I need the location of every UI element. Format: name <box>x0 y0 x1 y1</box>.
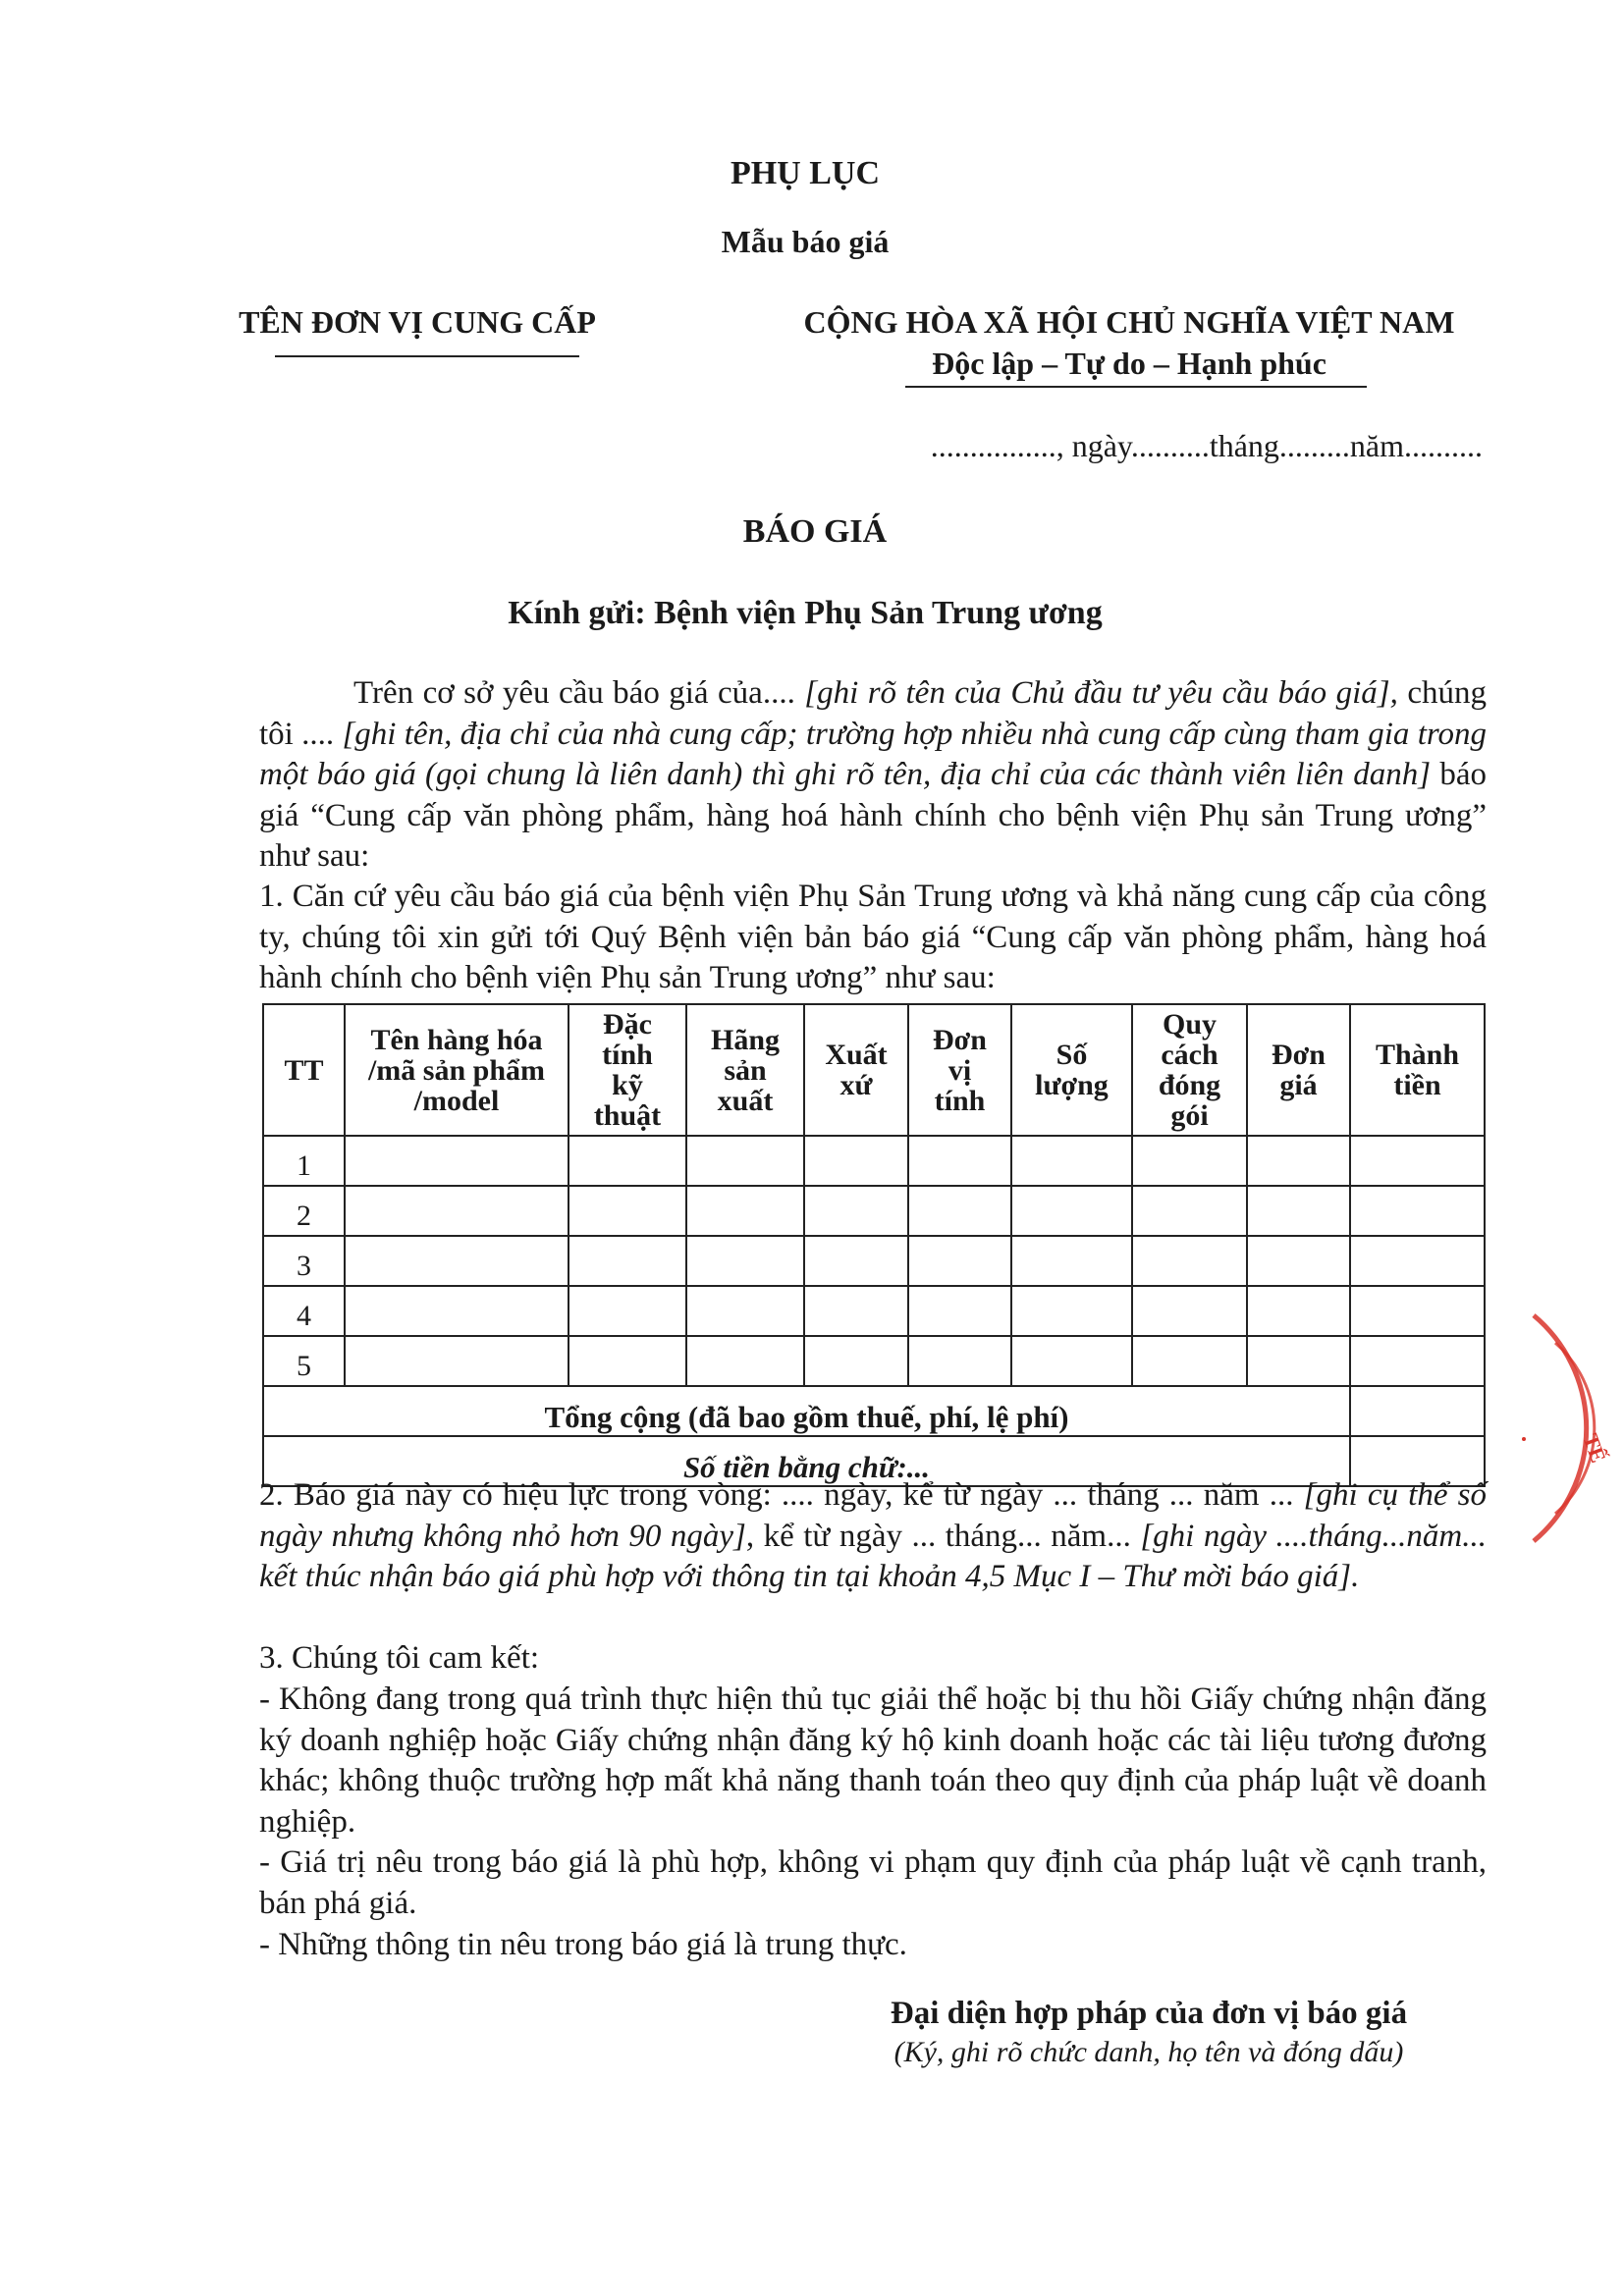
table-row <box>263 1236 1485 1286</box>
col-header-quantity: Số lượng <box>1011 1004 1132 1136</box>
validity-note-1: [ghi cụ thể số ngày nhưng không nhỏ hơn 90 ngày] <box>259 1477 1487 1554</box>
cell-packaging[interactable] <box>1132 1336 1247 1386</box>
signature-note: (Ký, ghi rõ chức danh, họ tên và đóng dấu) <box>893 2036 1404 2068</box>
cell-origin[interactable] <box>804 1136 908 1186</box>
item-2-paragraph <box>259 1475 1487 1598</box>
cell-quantity[interactable] <box>1011 1186 1132 1236</box>
col-header-tt: TT <box>263 1004 345 1136</box>
cell-packaging[interactable] <box>1132 1186 1247 1236</box>
intro-text-2: chúng tôi .... <box>259 675 1487 752</box>
cell-manufacturer[interactable] <box>686 1136 804 1186</box>
signature-title: Đại diện hợp pháp của đơn vị báo giá <box>890 1996 1408 2031</box>
col-header-origin: Xuất xứ <box>804 1004 908 1136</box>
motto: Độc lập – Tự do – Hạnh phúc <box>932 346 1326 381</box>
motto-underline <box>905 386 1367 388</box>
cell-quantity[interactable] <box>1011 1136 1132 1186</box>
col-header-unit-price: Đơn giá <box>1247 1004 1350 1136</box>
cell-specs[interactable] <box>568 1236 686 1286</box>
recipient-line: Kính gửi: Bệnh viện Phụ Sản Trung ương <box>508 595 1103 631</box>
cell-unit[interactable] <box>908 1186 1011 1236</box>
cell-product-name[interactable] <box>345 1236 568 1286</box>
total-label: Tổng cộng (đã bao gồm thuế, phí, lệ phí) <box>263 1386 1350 1436</box>
cell-origin[interactable] <box>804 1286 908 1336</box>
validity-text-1: 2. Báo giá này có hiệu lực trong vòng: .... ngày, kể từ ngày ... tháng ... năm ... <box>259 1477 1304 1513</box>
row-number: 3 <box>263 1236 345 1286</box>
cell-origin[interactable] <box>804 1186 908 1236</box>
intro-note-1: [ghi rõ tên của Chủ đầu tư yêu cầu báo giá], <box>804 675 1398 711</box>
cell-quantity[interactable] <box>1011 1336 1132 1386</box>
item-3-heading: 3. Chúng tôi cam kết: <box>259 1640 540 1676</box>
table-row <box>263 1336 1485 1386</box>
cell-product-name[interactable] <box>345 1136 568 1186</box>
col-header-specs: Đặc tính kỹ thuật <box>568 1004 686 1136</box>
cell-packaging[interactable] <box>1132 1286 1247 1336</box>
date-line: ................, ngày..........tháng.........năm.......... <box>930 428 1483 463</box>
intro-paragraph <box>259 673 1487 878</box>
table-row <box>263 1136 1485 1186</box>
row-number: 4 <box>263 1286 345 1336</box>
cell-amount[interactable] <box>1350 1336 1485 1386</box>
cell-origin[interactable] <box>804 1336 908 1386</box>
seal-text: TẾ <box>1578 1430 1611 1467</box>
nation-name: CỘNG HÒA XÃ HỘI CHỦ NGHĨA VIỆT NAM <box>803 304 1455 340</box>
form-name: Mẫu báo giá <box>721 224 890 259</box>
cell-unit-price[interactable] <box>1247 1336 1350 1386</box>
cell-origin[interactable] <box>804 1236 908 1286</box>
cell-manufacturer[interactable] <box>686 1236 804 1286</box>
validity-text-2: , kể từ ngày ... tháng... năm... <box>745 1518 1141 1554</box>
cell-unit[interactable] <box>908 1236 1011 1286</box>
col-header-amount: Thành tiền <box>1350 1004 1485 1136</box>
document-title: BÁO GIÁ <box>742 513 888 550</box>
validity-end: . <box>1351 1559 1360 1595</box>
cell-specs[interactable] <box>568 1336 686 1386</box>
total-row <box>263 1386 1485 1436</box>
cell-product-name[interactable] <box>345 1186 568 1236</box>
cell-unit-price[interactable] <box>1247 1286 1350 1336</box>
cell-product-name[interactable] <box>345 1336 568 1386</box>
appendix-title: PHỤ LỤC <box>730 155 881 191</box>
cell-unit-price[interactable] <box>1247 1236 1350 1286</box>
validity-note-2: [ghi ngày ....tháng...năm... kết thúc nhận báo giá phù hợp với thông tin tại khoản 4,5 Mục I – Thư mời báo giá] <box>259 1518 1487 1595</box>
intro-note-2: [ghi tên, địa chỉ của nhà cung cấp; trường hợp nhiều nhà cung cấp cùng tham gia trong một báo giá (gọi chung là liên danh) thì ghi rõ tên, địa chỉ của các thành viên liên danh] <box>259 716 1488 793</box>
cell-amount[interactable] <box>1350 1136 1485 1186</box>
col-header-manufacturer: Hãng sản xuất <box>686 1004 804 1136</box>
cell-quantity[interactable] <box>1011 1286 1132 1336</box>
cell-manufacturer[interactable] <box>686 1336 804 1386</box>
cell-specs[interactable] <box>568 1136 686 1186</box>
commitment-item: - Những thông tin nêu trong báo giá là trung thực. <box>259 1926 907 1962</box>
quotation-table <box>262 1003 1486 1487</box>
cell-unit[interactable] <box>908 1336 1011 1386</box>
cell-packaging[interactable] <box>1132 1236 1247 1286</box>
supplier-name: TÊN ĐƠN VỊ CUNG CẤP <box>239 304 596 340</box>
red-seal-stamp <box>1504 1306 1624 1551</box>
row-number: 5 <box>263 1336 345 1386</box>
row-number: 1 <box>263 1136 345 1186</box>
table-row <box>263 1286 1485 1336</box>
commitment-item: - Giá trị nêu trong báo giá là phù hợp, không vi phạm quy định của pháp luật về cạnh tranh, bán phá giá. <box>259 1844 1487 1921</box>
col-header-packaging: Quy cách đóng gói <box>1132 1004 1247 1136</box>
cell-amount[interactable] <box>1350 1186 1485 1236</box>
commitment-list <box>259 1680 1487 1965</box>
amount-in-words-label: Số tiền bằng chữ:... <box>263 1436 1350 1486</box>
table-row <box>263 1186 1485 1236</box>
cell-amount[interactable] <box>1350 1286 1485 1336</box>
cell-unit-price[interactable] <box>1247 1186 1350 1236</box>
cell-manufacturer[interactable] <box>686 1286 804 1336</box>
cell-unit-price[interactable] <box>1247 1136 1350 1186</box>
cell-unit[interactable] <box>908 1136 1011 1186</box>
col-header-unit: Đơn vị tính <box>908 1004 1011 1136</box>
cell-amount[interactable] <box>1350 1236 1485 1286</box>
table-header-row <box>263 1004 1485 1136</box>
row-number: 2 <box>263 1186 345 1236</box>
cell-unit[interactable] <box>908 1286 1011 1336</box>
col-header-product-name: Tên hàng hóa /mã sản phẩm /model <box>345 1004 568 1136</box>
cell-specs[interactable] <box>568 1186 686 1236</box>
cell-total-amount[interactable] <box>1350 1386 1485 1436</box>
commitment-item: - Không đang trong quá trình thực hiện thủ tục giải thể hoặc bị thu hồi Giấy chứng nhận đăng ký doanh nghiệp hoặc Giấy chứng nhận đăng ký hộ kinh doanh hoặc các tài liệu tương đương khác; không thuộc trường hợp mất khả năng thanh toán theo quy định của pháp luật về doanh nghiệp. <box>259 1682 1487 1840</box>
cell-product-name[interactable] <box>345 1286 568 1336</box>
supplier-underline <box>275 355 579 357</box>
cell-manufacturer[interactable] <box>686 1186 804 1236</box>
cell-packaging[interactable] <box>1132 1136 1247 1186</box>
cell-quantity[interactable] <box>1011 1236 1132 1286</box>
item-1-paragraph: 1. Căn cứ yêu cầu báo giá của bệnh viện Phụ Sản Trung ương và khả năng cung cấp của công ty, chúng tôi xin gửi tới Quý Bệnh viện bản báo giá “Cung cấp văn phòng phẩm, hàng hoá hành chính cho bệnh viện Phụ sản Trung ương” như sau: <box>259 879 1487 996</box>
intro-text-3: báo giá “Cung cấp văn phòng phẩm, hàng hoá hành chính cho bệnh viện Phụ sản Trung ương” như sau: <box>259 757 1487 875</box>
intro-text-1: Trên cơ sở yêu cầu báo giá của.... <box>353 675 805 711</box>
cell-specs[interactable] <box>568 1286 686 1336</box>
